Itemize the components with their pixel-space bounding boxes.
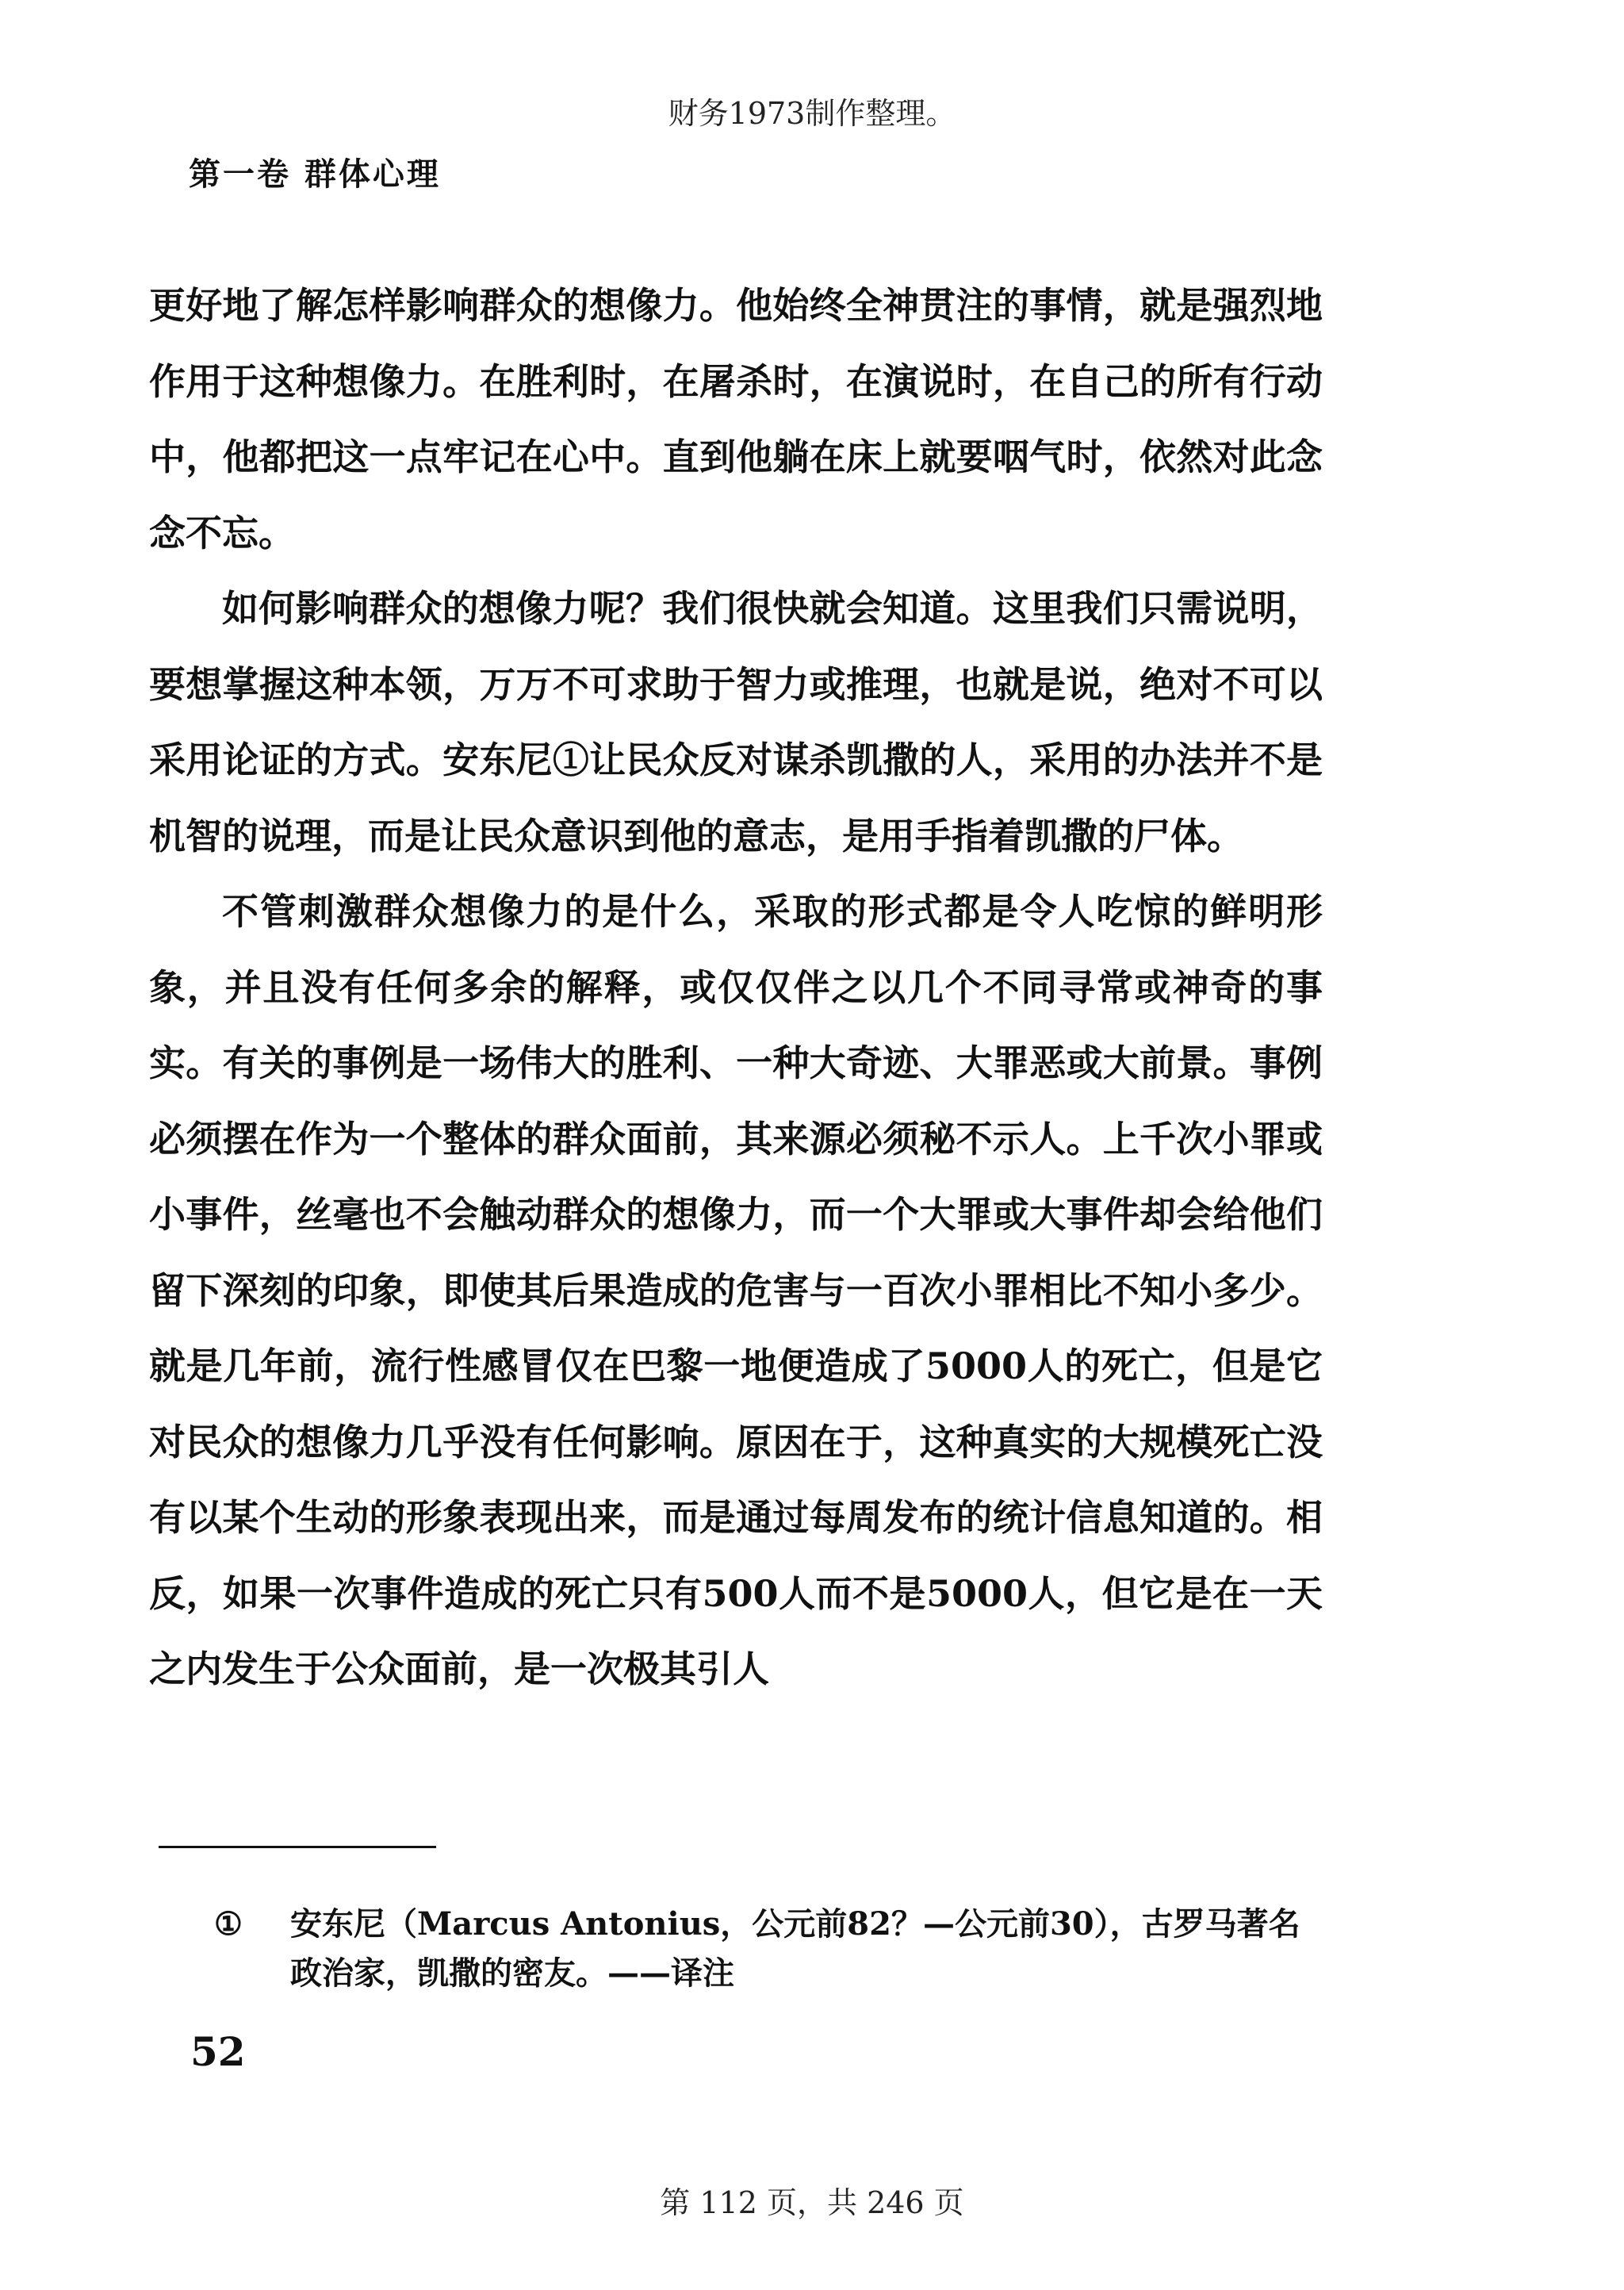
watermark-text: 财务1973制作整理。: [668, 96, 956, 131]
paragraph-continued: 更好地了解怎样影响群众的想像力。他始终全神贯注的事情，就是强烈地作用于这种想像力。在胜利时，在屠杀时，在演说时，在自己的所有行动中，他都把这一点牢记在心中。直到他躺在床上就要咽气时，依然对此念念不忘。: [149, 284, 1323, 554]
page-number: 52: [190, 2028, 246, 2075]
footnote-text: 安东尼（Marcus Antonius，公元前82？—公元前30），古罗马著名政治家，凯撒的密友。——译注: [290, 1905, 1300, 1992]
body-text: [149, 268, 1323, 1708]
paragraph: 如何影响群众的想像力呢？我们很快就会知道。这里我们只需说明，要想掌握这种本领，万万不可求助于智力或推理，也就是说，绝对不可以采用论证的方式。安东尼①让民众反对谋杀凯撒的人，采用的办法并不是机智的说理，而是让民众意识到他的意志，是用手指着凯撒的尸体。: [149, 587, 1323, 857]
paragraph: 不管刺激群众想像力的是什么，采取的形式都是令人吃惊的鲜明形象，并且没有任何多余的解释，或仅仅伴之以几个不同寻常或神奇的事实。有关的事例是一场伟大的胜利、一种大奇迹、大罪恶或大前景。事例必须摆在作为一个整体的群众面前，其来源必须秘不示人。上千次小罪或小事件，丝毫也不会触动群众的想像力，而一个大罪或大事件却会给他们留下深刻的印象，即使其后果造成的危害与一百次小罪相比不知小多少。就是几年前，流行性感冒仅在巴黎一地便造成了5000人的死亡，但是它对民众的想像力几乎没有任何影响。原因在于，这种真实的大规模死亡没有以某个生动的形象表现出来，而是通过每周发布的统计信息知道的。相反，如果一次事件造成的死亡只有500人而不是5000人，但它是在一天之内发生于公众面前，是一次极其引人: [149, 890, 1323, 1690]
page-counter: 第 112 页，共 246 页: [660, 2185, 964, 2220]
footnote-mark: ①: [214, 1905, 243, 1943]
footnote: [214, 1900, 1324, 1998]
footnote-divider: [159, 1846, 436, 1848]
running-header: 第一卷 群体心理: [189, 155, 441, 193]
